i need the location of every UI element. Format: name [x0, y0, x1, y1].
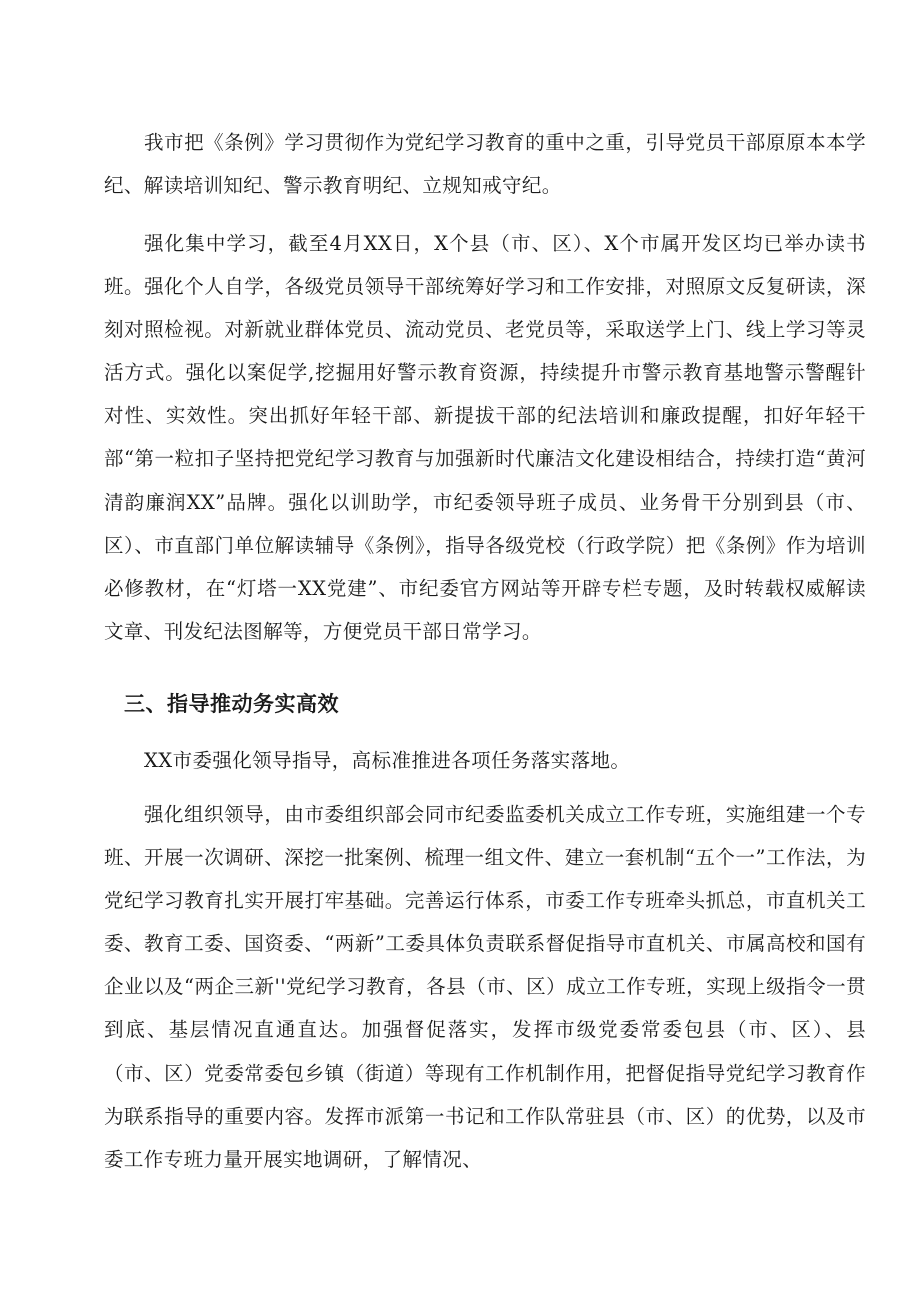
section-paragraph-1: XX市委强化领导指导，高标准推进各项任务落实落地。: [144, 749, 631, 772]
section-paragraph-2: 强化组织领导，由市委组织部会同市纪委监委机关成立工作专班，实施组建一个专班、开展一次调研、深挖一批案例、梳理一组文件、建立一套机制“五个一”工作法，为党纪学习教育扎实开展打牢基础。完善运行体系，市委工作专班牵头抓总，市直机关工委、教育工委、国资委、“两新”工委具体负责联系督促指导市直机关、市属高校和国有企业以及“两企三新''党纪学习教育，各县（市、区）成立工作专班，实现上级指令一贯到底、基层情况直通直达。加强督促落实，发挥市级党委常委包县（市、区）、县（市、区）党委常委包乡镇（街道）等现有工作机制作用，把督促指导党纪学习教育作为联系指导的重要内容。发挥市派第一书记和工作队常驻县（市、区）的优势，以及市委工作专班力量开展实地调研，了解情况、: [104, 803, 866, 1171]
paragraph-2: 强化集中学习，截至4月XX日，X个县（市、区）、X个市属开发区均已举办读书班。强化个人自学，各级党员领导干部统筹好学习和工作安排，对照原文反复研读，深刻对照检视。对新就业群体党员、流动党员、老党员等，采取送学上门、线上学习等灵活方式。强化以案促学,挖掘用好警示教育资源，持续提升市警示教育基地警示警醒针对性、实效性。突出抓好年轻干部、新提拔干部的纪法培训和廉政提醒，扣好年轻干部“第一粒扣子坚持把党纪学习教育与加强新时代廉洁文化建设相结合，持续打造“黄河清韵廉润XX”品牌。强化以训助学，市纪委领导班子成员、业务骨干分别到县（市、区）、市直部门单位解读辅导《条例》，指导各级党校（行政学院）把《条例》作为培训必修教材，在“灯塔一XX党建”、市纪委官方网站等开辟专栏专题，及时转载权威解读文章、刊发纪法图解等，方便党员干部日常学习。: [104, 232, 866, 643]
section-heading: 三、指导推动务实高效: [124, 692, 339, 716]
paragraph-1: 我市把《条例》学习贯彻作为党纪学习教育的重中之重，引导党员干部原原本本学纪、解读培训知纪、警示教育明纪、立规知戒守纪。: [104, 131, 866, 198]
